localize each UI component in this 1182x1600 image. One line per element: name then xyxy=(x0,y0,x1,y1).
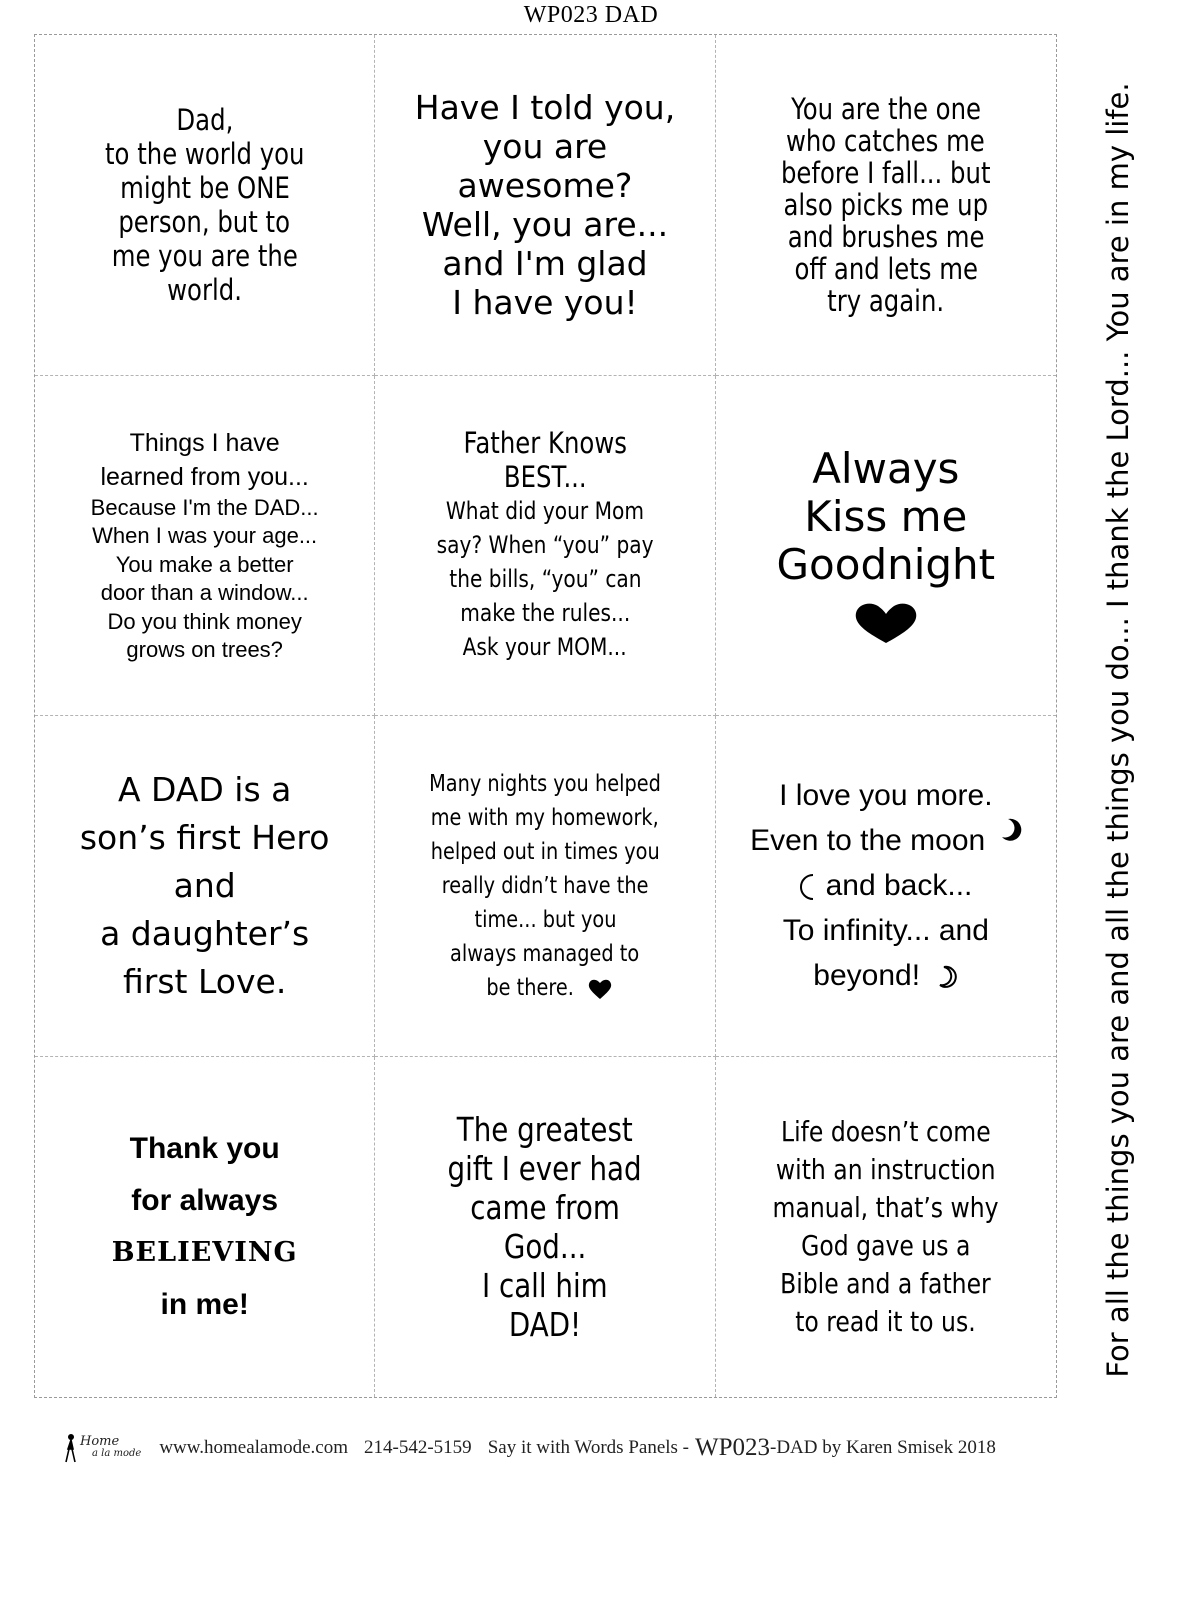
panel-text-line: A DAD is a xyxy=(117,769,292,809)
panel-text-line: a daughter’s xyxy=(100,913,310,953)
panel-text-line: and brushes me xyxy=(787,219,985,254)
panel-text-line: Many nights you helped xyxy=(429,770,661,797)
panel-text: be there. xyxy=(486,974,574,1001)
panel-text-line: came from xyxy=(470,1187,620,1227)
panel-text-line: gift I ever had xyxy=(447,1148,643,1188)
panel-text-line: grows on trees? xyxy=(126,637,283,663)
panel-text-line: Things I have xyxy=(129,428,280,457)
vertical-side-quote: For all the things you are and all the things you do... I thank the Lord... You are in my life. xyxy=(1101,82,1135,1378)
panel-text-line: also picks me up xyxy=(783,187,989,222)
word-panel xyxy=(35,376,375,717)
panel-text-line: son’s first Hero xyxy=(79,817,330,857)
panel-text-line-with-icon xyxy=(750,818,1022,863)
page-title: WP023 DAD xyxy=(523,2,659,28)
panel-text-line: and xyxy=(173,865,236,905)
heart-icon xyxy=(588,978,612,1000)
word-panel xyxy=(716,376,1056,717)
panel-text-line: Dad, xyxy=(176,102,234,137)
footer xyxy=(64,1418,1064,1478)
panel-text-line: awesome? xyxy=(457,165,633,205)
panel-text-line: learned from you... xyxy=(100,462,309,491)
panel-text-line: me with my homework, xyxy=(430,804,660,831)
panel-text-line: off and lets me xyxy=(794,251,978,286)
word-panel xyxy=(716,35,1056,376)
panel-text-line: might be ONE xyxy=(119,170,290,205)
panel-text-line: BEST... xyxy=(503,460,587,495)
panel-text-line: the bills, “you” can xyxy=(448,565,642,594)
panel-text-line: I have you! xyxy=(452,282,638,322)
panel-text-line: person, but to xyxy=(118,204,291,239)
panel-text-line: to the world you xyxy=(104,136,305,171)
panel-text-line-with-icon xyxy=(799,863,972,908)
panel-text-line: You are the one xyxy=(790,91,981,126)
panel-text-line: Bible and a father xyxy=(780,1266,992,1300)
word-panel xyxy=(35,35,375,376)
website-link[interactable]: www.homealamode.com xyxy=(159,1437,349,1458)
panel-text-line: make the rules... xyxy=(459,599,631,628)
logo-text: Home xyxy=(80,1434,120,1449)
panel-text-line: and I'm glad xyxy=(442,243,648,283)
panel-text: and back... xyxy=(825,869,973,903)
panel-text-line: try again. xyxy=(827,283,945,318)
panel-text-line: I love you more. xyxy=(779,779,993,813)
word-panel xyxy=(716,1057,1056,1398)
panel-text-line: Because I'm the DAD... xyxy=(90,494,319,520)
panel-text-line: always managed to xyxy=(450,940,640,967)
word-panel xyxy=(35,716,375,1057)
panel-text-line: first Love. xyxy=(123,961,287,1001)
brand-logo xyxy=(64,1433,141,1463)
panel-text-line: Always xyxy=(812,444,960,494)
logo-subtext: a la mode xyxy=(92,1448,142,1459)
woman-silhouette-icon xyxy=(64,1433,78,1463)
panel-text-line: really didn’t have the xyxy=(441,872,649,899)
product-line: Say it with Words Panels - xyxy=(487,1437,689,1458)
panel-text-line: The greatest xyxy=(456,1109,634,1149)
panel-text-line: God gave us a xyxy=(801,1228,971,1262)
panel-text-line: manual, that’s why xyxy=(772,1190,999,1224)
panel-text: beyond! xyxy=(813,959,921,993)
product-code: WP023 xyxy=(695,1434,770,1461)
panel-text-line: Well, you are... xyxy=(421,204,669,244)
word-panel xyxy=(35,1057,375,1398)
panel-text-line: Father Knows xyxy=(463,426,627,461)
panel-text-line: who catches me xyxy=(786,123,986,158)
panel-text-line-with-icon xyxy=(478,971,612,1005)
panel-text-line: You make a better xyxy=(115,551,294,577)
word-panel xyxy=(375,1057,715,1398)
panel-text-line: helped out in times you xyxy=(430,838,660,865)
crescent-moon-icon xyxy=(799,874,817,900)
credit-line: -DAD by Karen Smisek 2018 xyxy=(770,1437,996,1458)
panel-text-line: to read it to us. xyxy=(795,1304,977,1338)
panel-text-line: Ask your MOM... xyxy=(462,633,627,662)
phone-number: 214-542-5159 xyxy=(364,1437,472,1458)
panel-text-line: Life doesn’t come xyxy=(780,1114,991,1148)
panel-text-line: I call him xyxy=(482,1265,608,1305)
word-panel xyxy=(375,716,715,1057)
panel-text-line: door than a window... xyxy=(100,580,309,606)
word-panel xyxy=(375,35,715,376)
crescent-moon-icon xyxy=(938,965,958,989)
panel-text-line: world. xyxy=(167,272,243,307)
heart-icon xyxy=(854,601,918,645)
panel-text-line: with an instruction xyxy=(775,1152,996,1186)
panel-text-line: Goodnight xyxy=(776,540,996,590)
panel-text-line: BELIEVING xyxy=(111,1236,298,1268)
panel-text-line: in me! xyxy=(160,1287,249,1321)
panel-text-line: me you are the xyxy=(111,238,298,273)
word-panel-grid xyxy=(34,34,1057,1398)
panel-text-line-with-icon xyxy=(813,953,958,998)
panel-text-line: for always xyxy=(131,1183,279,1217)
panel-text-line: Have I told you, xyxy=(414,87,676,127)
panel-text-line: before I fall... but xyxy=(781,155,991,190)
panel-text-line: What did your Mom xyxy=(445,497,645,526)
panel-text-line: When I was your age... xyxy=(92,523,318,549)
panel-text-line: time... but you xyxy=(474,906,616,933)
crescent-moon-icon xyxy=(1000,817,1022,841)
word-panel xyxy=(716,716,1056,1057)
panel-text-line: To infinity... and xyxy=(782,914,989,948)
panel-text-line: Thank you xyxy=(129,1131,280,1165)
word-panel xyxy=(375,376,715,717)
panel-text-line: Do you think money xyxy=(107,608,302,634)
panel-text-line: you are xyxy=(482,126,608,166)
panel-text: Even to the moon xyxy=(750,824,986,858)
panel-text-line: DAD! xyxy=(508,1304,582,1344)
panel-text-line: Kiss me xyxy=(804,492,968,542)
panel-text-line: God... xyxy=(503,1226,587,1266)
panel-text-line: say? When “you” pay xyxy=(436,531,654,560)
